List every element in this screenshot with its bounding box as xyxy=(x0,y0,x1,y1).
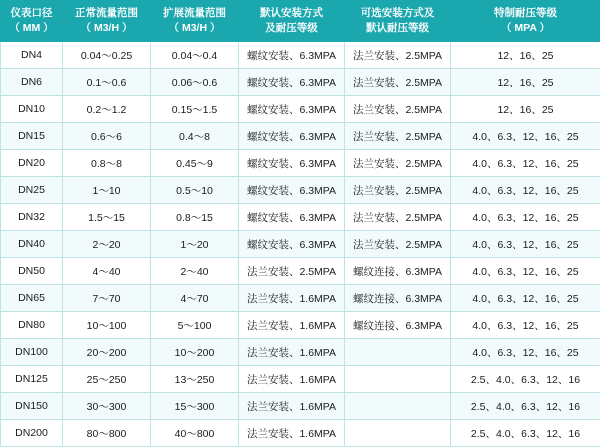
table-cell: 螺纹安装、6.3MPA xyxy=(239,177,345,204)
table-row xyxy=(1,96,600,123)
table-cell: 4.0、6.3、12、16、25 xyxy=(451,339,600,366)
column-header-caliber-line1: 仪表口径 xyxy=(3,6,60,21)
table-cell: 螺纹安装、6.3MPA xyxy=(239,231,345,258)
table-cell: DN15 xyxy=(1,123,63,150)
table-cell: 2～40 xyxy=(151,258,239,285)
table-cell: 螺纹连接、6.3MPA xyxy=(345,258,451,285)
column-header-custom-pressure-rating-line1: 特制耐压等级 xyxy=(453,6,598,21)
table-cell: 4.0、6.3、12、16、25 xyxy=(451,177,600,204)
table-cell: 法兰安装、2.5MPA xyxy=(345,150,451,177)
column-header-default-installation-line2: 及耐压等级 xyxy=(241,21,342,36)
table-cell: 法兰安装、1.6MPA xyxy=(239,339,345,366)
column-header-optional-installation-line1: 可选安装方式及 xyxy=(347,6,448,21)
table-cell: 0.15～1.5 xyxy=(151,96,239,123)
table-cell: 螺纹安装、6.3MPA xyxy=(239,69,345,96)
table-cell: 0.5～10 xyxy=(151,177,239,204)
table-cell: 4.0、6.3、12、16、25 xyxy=(451,231,600,258)
table-header xyxy=(1,1,600,42)
table-cell: 25～250 xyxy=(63,366,151,393)
table-cell: 法兰安装、2.5MPA xyxy=(345,69,451,96)
table-row xyxy=(1,204,600,231)
column-header-default-installation-line1: 默认安装方式 xyxy=(241,6,342,21)
table-cell: 1～10 xyxy=(63,177,151,204)
table-cell: 10～100 xyxy=(63,312,151,339)
table-cell: DN150 xyxy=(1,393,63,420)
table-cell xyxy=(345,420,451,447)
column-header-custom-pressure-rating-line2: （ MPA ） xyxy=(453,21,598,36)
table-cell: 法兰安装、1.6MPA xyxy=(239,393,345,420)
table-cell: 4.0、6.3、12、16、25 xyxy=(451,204,600,231)
table-cell: 螺纹安装、6.3MPA xyxy=(239,150,345,177)
table-cell: DN80 xyxy=(1,312,63,339)
table-cell: 12、16、25 xyxy=(451,42,600,69)
table-cell: 4～70 xyxy=(151,285,239,312)
column-header-optional-installation xyxy=(345,1,451,42)
table-cell: 0.8～8 xyxy=(63,150,151,177)
table-row xyxy=(1,366,600,393)
column-header-extended-flow-range xyxy=(151,1,239,42)
table-cell: 法兰安装、2.5MPA xyxy=(345,231,451,258)
table-body xyxy=(1,42,600,447)
table-cell: 法兰安装、2.5MPA xyxy=(345,177,451,204)
table-cell: 40～800 xyxy=(151,420,239,447)
table-cell: 1～20 xyxy=(151,231,239,258)
table-cell: DN20 xyxy=(1,150,63,177)
table-cell: DN4 xyxy=(1,42,63,69)
column-header-default-installation xyxy=(239,1,345,42)
table-cell: 法兰安装、2.5MPA xyxy=(345,204,451,231)
table-cell: 15～300 xyxy=(151,393,239,420)
table-cell: 法兰安装、1.6MPA xyxy=(239,312,345,339)
table-row xyxy=(1,123,600,150)
table-cell: 1.5～15 xyxy=(63,204,151,231)
table-cell: 法兰安装、2.5MPA xyxy=(345,42,451,69)
table-cell: DN200 xyxy=(1,420,63,447)
column-header-optional-installation-line2: 默认耐压等级 xyxy=(347,21,448,36)
table-cell: 4.0、6.3、12、16、25 xyxy=(451,285,600,312)
table-cell: 螺纹安装、6.3MPA xyxy=(239,96,345,123)
table-row xyxy=(1,312,600,339)
table-cell: 7～70 xyxy=(63,285,151,312)
table-cell: 5～100 xyxy=(151,312,239,339)
table-cell: 法兰安装、1.6MPA xyxy=(239,420,345,447)
column-header-custom-pressure-rating xyxy=(451,1,600,42)
table-cell: 0.2～1.2 xyxy=(63,96,151,123)
table-row xyxy=(1,69,600,96)
table-row xyxy=(1,285,600,312)
table-cell xyxy=(345,339,451,366)
column-header-normal-flow-range xyxy=(63,1,151,42)
table-cell xyxy=(345,366,451,393)
table-cell: DN6 xyxy=(1,69,63,96)
column-header-caliber-line2: （ MM ） xyxy=(3,21,60,36)
table-row xyxy=(1,339,600,366)
table-cell: 螺纹安装、6.3MPA xyxy=(239,42,345,69)
table-cell: 80～800 xyxy=(63,420,151,447)
table-cell: 13～250 xyxy=(151,366,239,393)
table-cell: 法兰安装、1.6MPA xyxy=(239,285,345,312)
table-row xyxy=(1,393,600,420)
table-cell: 法兰安装、2.5MPA xyxy=(345,96,451,123)
table-cell xyxy=(345,393,451,420)
table-cell: DN32 xyxy=(1,204,63,231)
table-cell: 0.06～0.6 xyxy=(151,69,239,96)
table-cell: DN40 xyxy=(1,231,63,258)
table-cell: 0.8～15 xyxy=(151,204,239,231)
table-cell: 0.04～0.25 xyxy=(63,42,151,69)
table-cell: 螺纹连接、6.3MPA xyxy=(345,312,451,339)
table-cell: 0.6～6 xyxy=(63,123,151,150)
column-header-extended-flow-range-line2: （ M3/H ） xyxy=(153,21,236,36)
table-row xyxy=(1,420,600,447)
table-cell: 0.45～9 xyxy=(151,150,239,177)
table-row xyxy=(1,231,600,258)
table-row xyxy=(1,258,600,285)
table-cell: DN100 xyxy=(1,339,63,366)
table-row xyxy=(1,177,600,204)
table-cell: 4.0、6.3、12、16、25 xyxy=(451,258,600,285)
table-cell: 0.1～0.6 xyxy=(63,69,151,96)
table-cell: 10～200 xyxy=(151,339,239,366)
table-cell: 4.0、6.3、12、16、25 xyxy=(451,123,600,150)
table-row xyxy=(1,42,600,69)
table-cell: 0.04～0.4 xyxy=(151,42,239,69)
table-cell: 12、16、25 xyxy=(451,96,600,123)
table-cell: 4～40 xyxy=(63,258,151,285)
table-cell: 30～300 xyxy=(63,393,151,420)
table-cell: DN125 xyxy=(1,366,63,393)
table-cell: 2.5、4.0、6.3、12、16 xyxy=(451,366,600,393)
table-cell: 20～200 xyxy=(63,339,151,366)
table-cell: 法兰安装、1.6MPA xyxy=(239,366,345,393)
table-cell: DN25 xyxy=(1,177,63,204)
column-header-caliber xyxy=(1,1,63,42)
table-cell: 螺纹安装、6.3MPA xyxy=(239,204,345,231)
table-cell: 螺纹连接、6.3MPA xyxy=(345,285,451,312)
column-header-normal-flow-range-line2: （ M3/H ） xyxy=(65,21,148,36)
table-cell: 螺纹安装、6.3MPA xyxy=(239,123,345,150)
table-header-row xyxy=(1,1,600,42)
table-cell: DN65 xyxy=(1,285,63,312)
table-cell: 法兰安装、2.5MPA xyxy=(345,123,451,150)
table-cell: 2.5、4.0、6.3、12、16 xyxy=(451,393,600,420)
table-cell: DN10 xyxy=(1,96,63,123)
table-cell: 2.5、4.0、6.3、12、16 xyxy=(451,420,600,447)
column-header-normal-flow-range-line1: 正常流量范围 xyxy=(65,6,148,21)
table-row xyxy=(1,150,600,177)
table-cell: 法兰安装、2.5MPA xyxy=(239,258,345,285)
table-cell: 4.0、6.3、12、16、25 xyxy=(451,150,600,177)
table-cell: 4.0、6.3、12、16、25 xyxy=(451,312,600,339)
table-cell: 12、16、25 xyxy=(451,69,600,96)
table-cell: 2～20 xyxy=(63,231,151,258)
column-header-extended-flow-range-line1: 扩展流量范围 xyxy=(153,6,236,21)
table-cell: DN50 xyxy=(1,258,63,285)
table-cell: 0.4～8 xyxy=(151,123,239,150)
